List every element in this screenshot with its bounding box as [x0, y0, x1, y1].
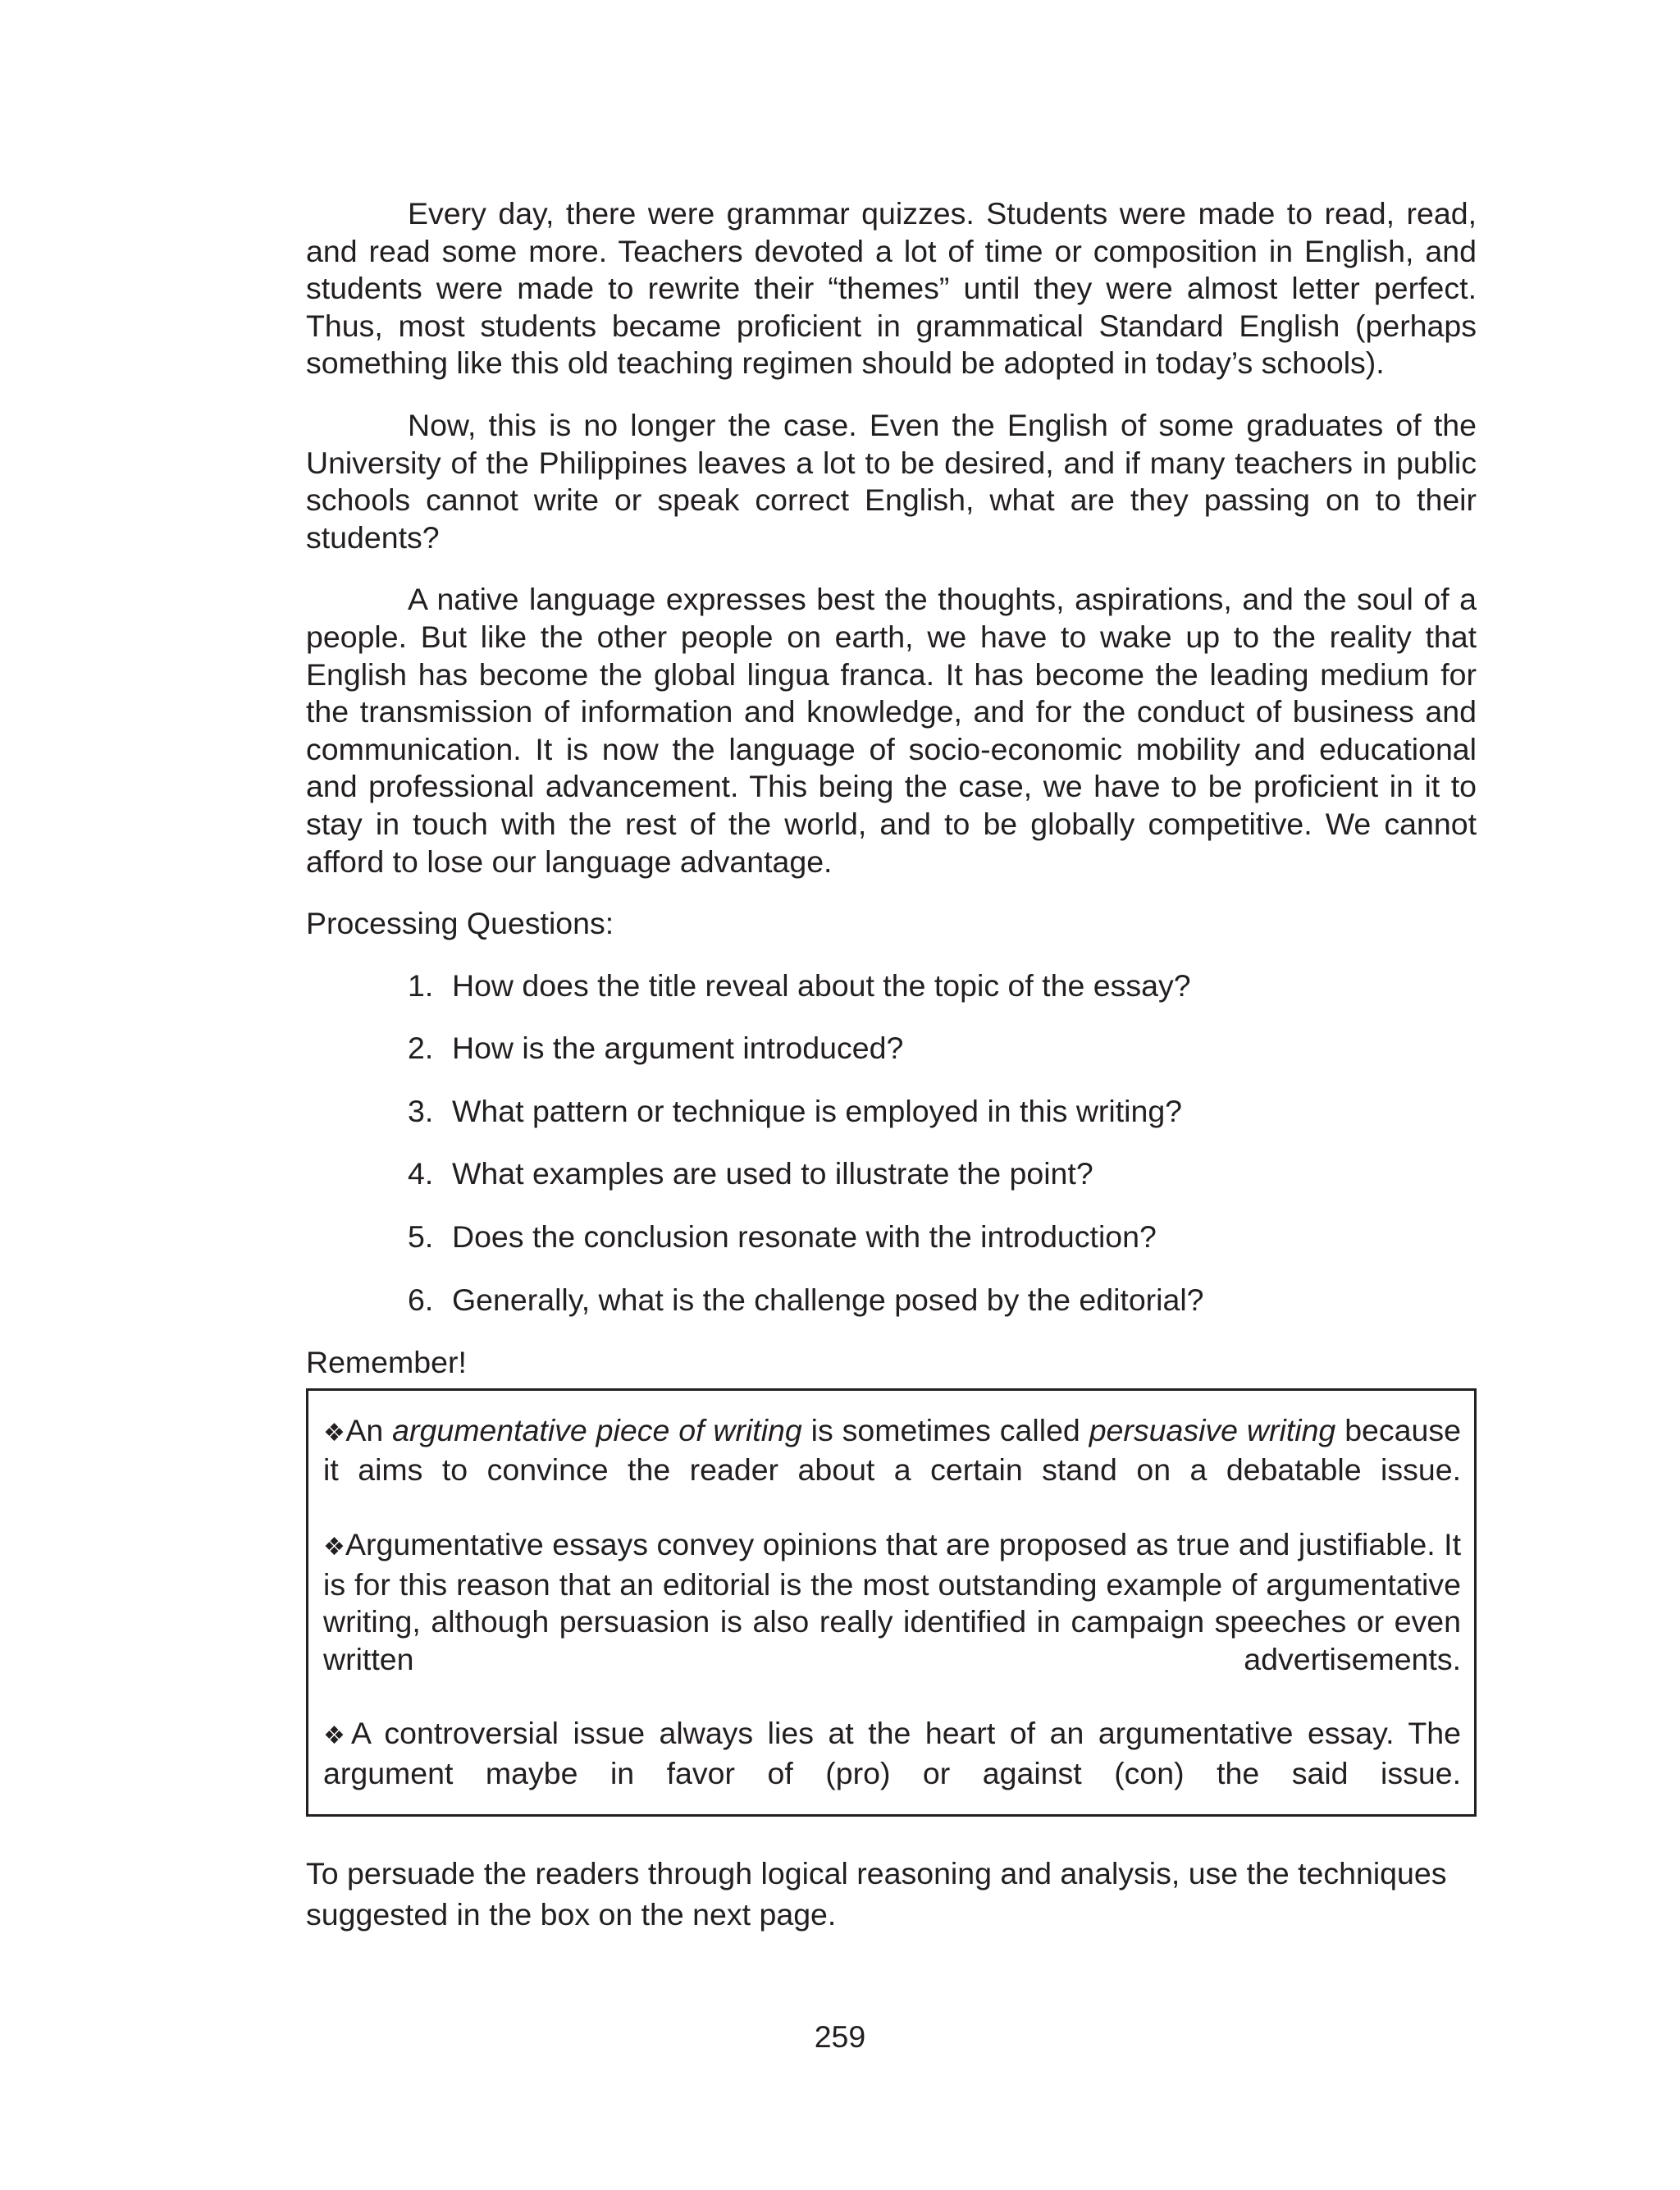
point-text: Argumentative essays convey opinions that are proposed as true and justifiable. It is for this reason that an editorial is the most outstanding example of argumentative writing, although persuasion is also really identified in campaign speeches or even written advertisements. [323, 1527, 1461, 1676]
list-item [408, 967, 1477, 1005]
question-number: 5. [408, 1219, 434, 1255]
point-text: because it aims to convince the reader about a certain stand on a debatable issue. [323, 1412, 1461, 1488]
remember-point-opinions [323, 1526, 1461, 1678]
remember-heading: Remember! [306, 1345, 467, 1380]
list-item [408, 1093, 1477, 1131]
page-number: 259 [814, 2019, 866, 2054]
question-text: How does the title reveal about the topic of the essay? [452, 967, 1191, 1003]
question-number: 2. [408, 1031, 434, 1066]
remember-point-controversial [323, 1715, 1461, 1792]
diamond-bullet-icon: ❖ [323, 1418, 346, 1447]
paragraph-native-language: A native language expresses best the thoughts, aspirations, and the soul of a people. But like the other people on earth, we have to wake up to the reality that English has become the global lingua franca. It has become the leading medium for the transmission of information and knowledge, and for the conduct of business and communication. It is now the language of socio-economic mobility and educational and professional advancement. This being the case, we have to be proficient in it to stay in touch with the rest of the world, and to be globally competitive. We cannot afford to lose our language advantage. [306, 582, 1477, 879]
question-number: 6. [408, 1282, 434, 1317]
closing-paragraph: To persuade the readers through logical reasoning and analysis, use the techniques suggested in the box on the next page. [306, 1855, 1447, 1932]
question-text: Generally, what is the challenge posed by the editorial? [452, 1282, 1204, 1317]
point-text: An [345, 1412, 393, 1447]
list-item [408, 1282, 1477, 1319]
processing-questions-heading: Processing Questions: [306, 906, 614, 941]
remember-point-persuasive [323, 1412, 1461, 1489]
remember-box [306, 1388, 1477, 1817]
question-number: 4. [408, 1156, 434, 1191]
diamond-bullet-icon: ❖ [323, 1721, 351, 1751]
question-text: Does the conclusion resonate with the introduction? [452, 1219, 1157, 1255]
question-number: 1. [408, 967, 434, 1003]
term-persuasive: persuasive writing [1089, 1412, 1336, 1447]
paragraph-no-longer-the-case: Now, this is no longer the case. Even the English of some graduates of the University of the Philippines leaves a lot to be desired, and if many teachers in public schools cannot write or speak correct English, what are they passing on to their students? [306, 407, 1477, 555]
point-text: is sometimes called [801, 1412, 1089, 1447]
list-item [408, 1030, 1477, 1068]
diamond-bullet-icon: ❖ [323, 1533, 345, 1562]
point-text: A controversial issue always lies at the heart of an argumentative essay. The argument maybe in favor of (pro) or against (con) the said issue. [323, 1716, 1461, 1790]
list-item [408, 1218, 1477, 1256]
question-number: 3. [408, 1093, 434, 1128]
page-content [306, 195, 1477, 1935]
paragraph-grammar-quizzes: Every day, there were grammar quizzes. Students were made to read, read, and read some more. Teachers devoted a lot of time or composition in English, and students were made to rewrite their “themes” until they were almost letter perfect. Thus, most students became proficient in grammatical Standard English (perhaps something like this old teaching regimen should be adopted in today’s schools). [306, 196, 1477, 381]
question-text: How is the argument introduced? [452, 1031, 904, 1066]
processing-questions-list [306, 967, 1477, 1319]
question-text: What pattern or technique is employed in this writing? [452, 1093, 1183, 1128]
term-argumentative: argumentative piece of writing [392, 1412, 802, 1447]
list-item [408, 1155, 1477, 1193]
question-text: What examples are used to illustrate the point? [452, 1156, 1093, 1191]
